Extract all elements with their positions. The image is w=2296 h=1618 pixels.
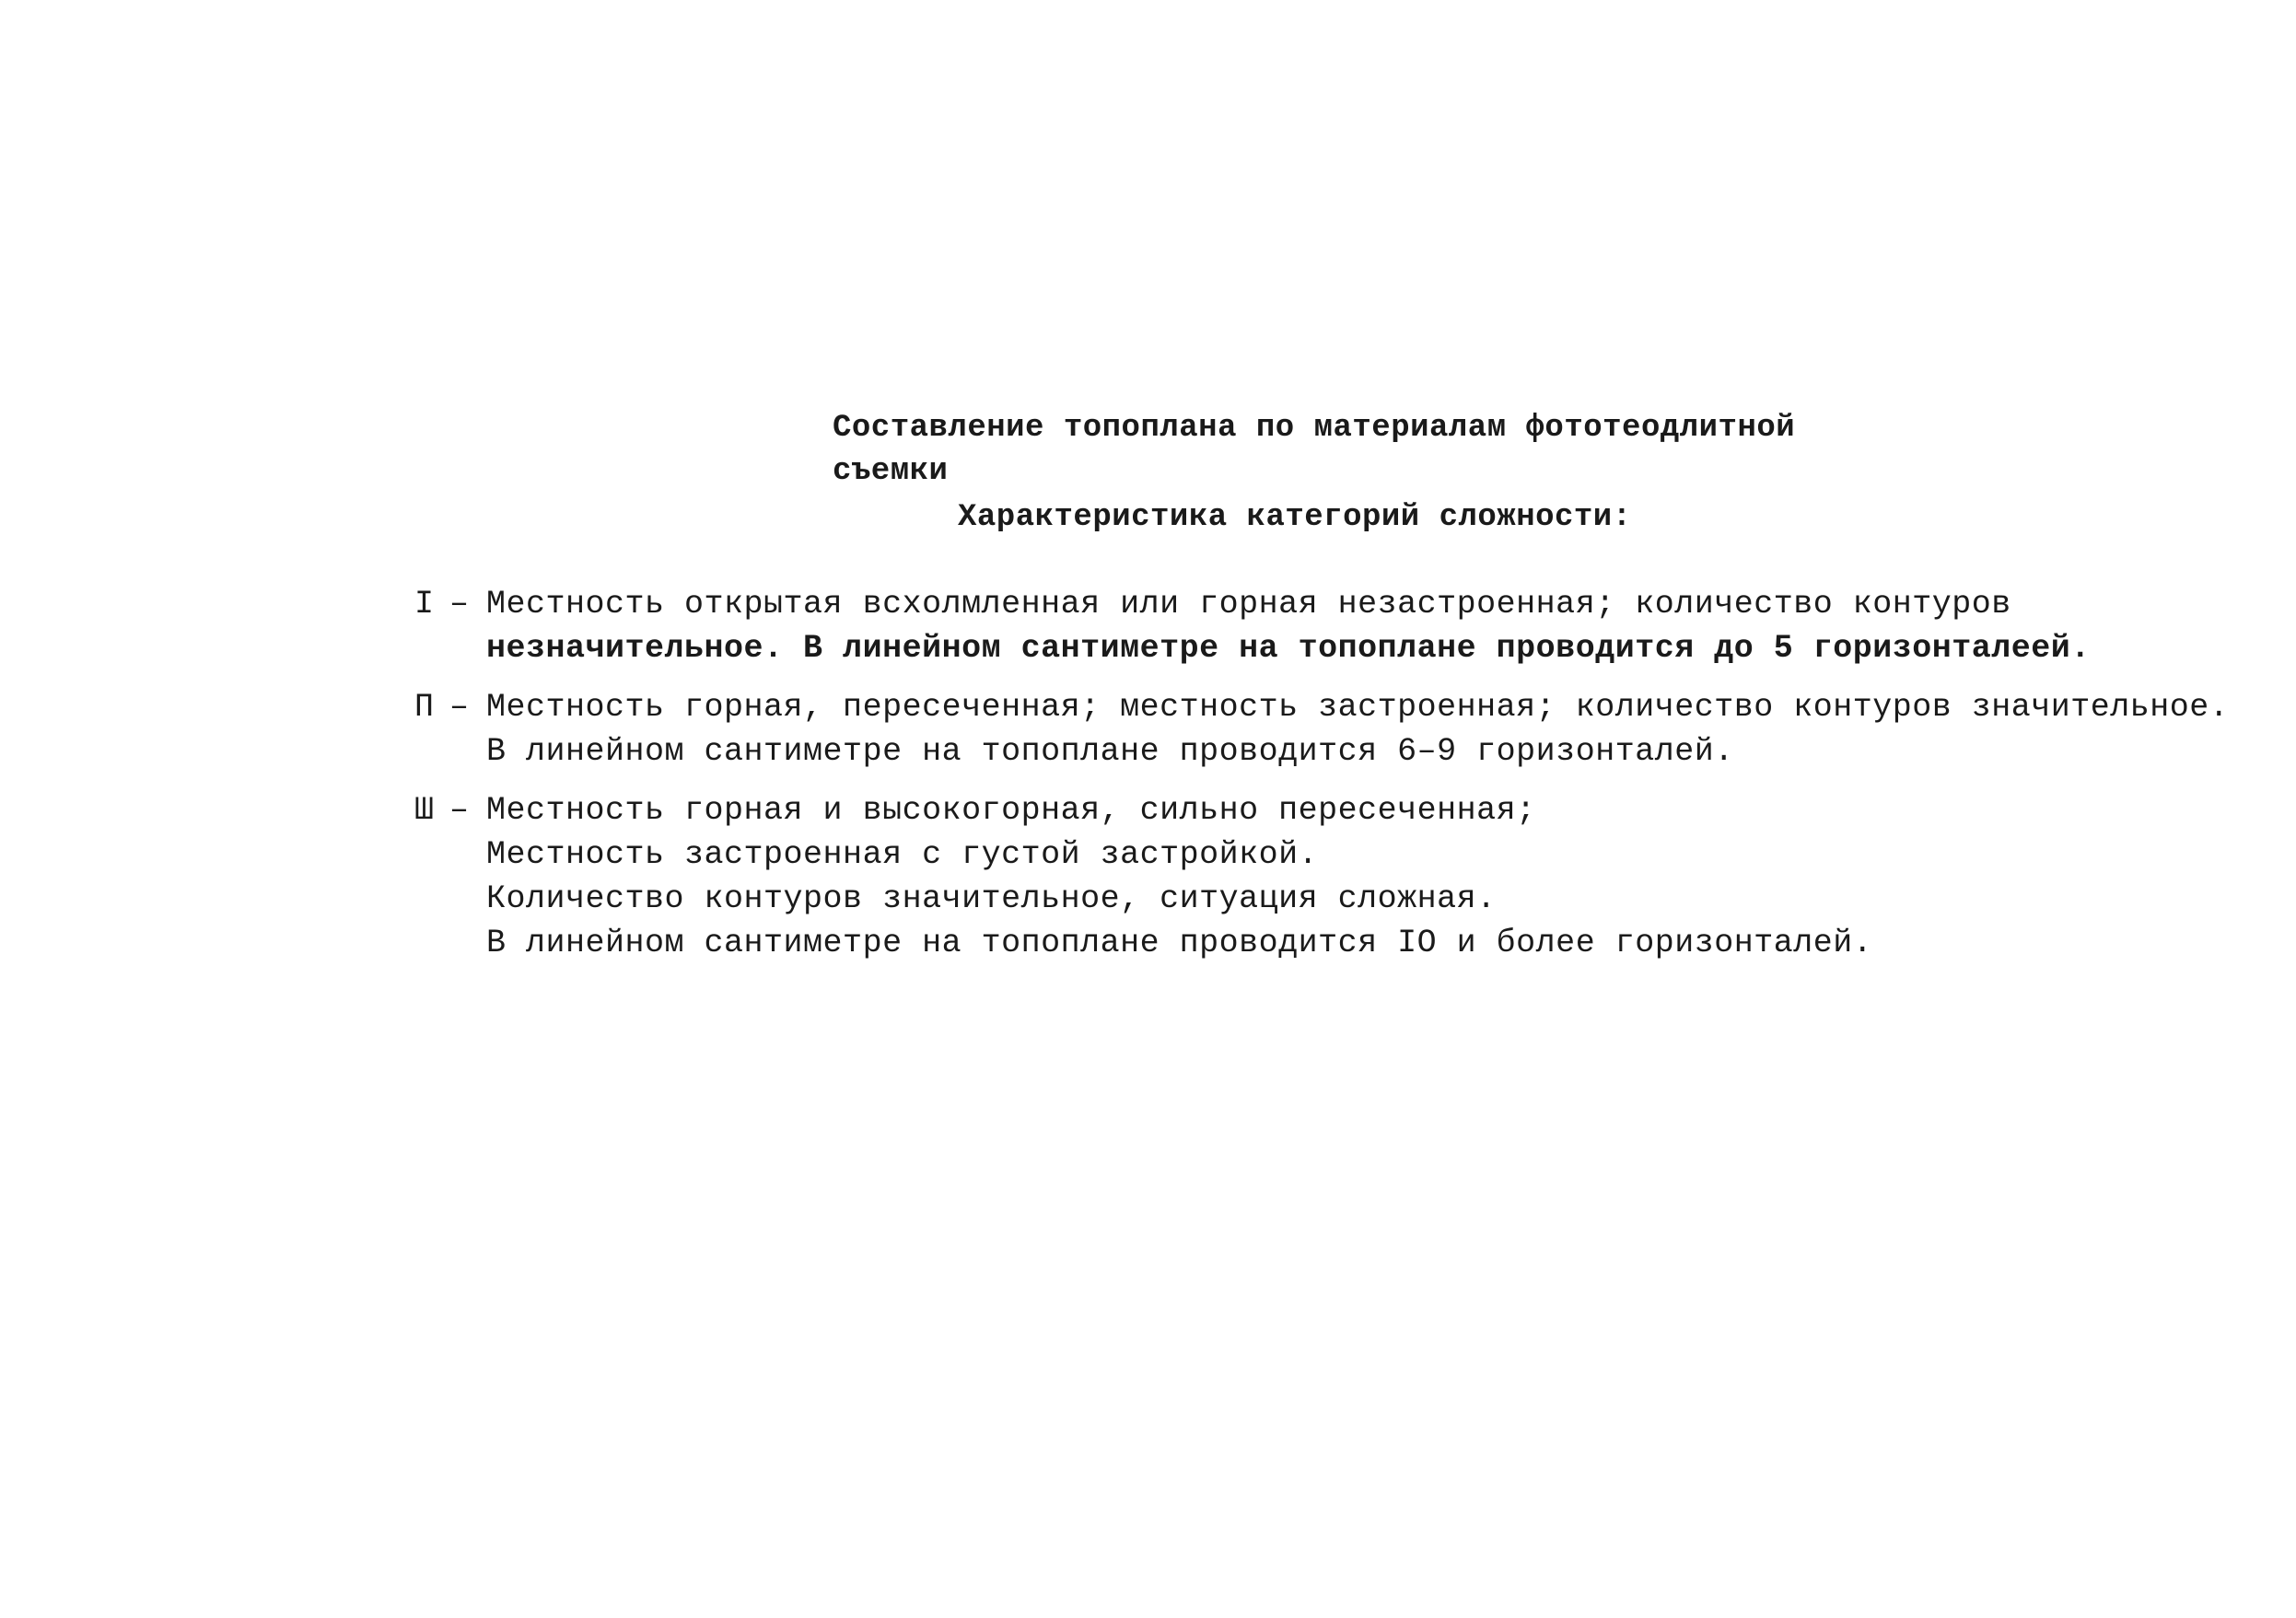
document-title-line1: Составление топоплана по материалам фототеодлитной (833, 411, 1796, 446)
category-1-numeral: I (414, 586, 435, 623)
document-subtitle: Характеристика категорий сложности: (958, 500, 1632, 535)
document-title-line2: съемки (833, 454, 949, 489)
category-2-line-2: В линейном сантиметре на топоплане проводится 6–9 горизонталей. (486, 733, 1734, 770)
category-3-line-2: Местность застроенная с густой застройкой. (486, 836, 1319, 873)
category-1-dash: – (449, 586, 470, 623)
category-1-line-1: Местность открытая всхолмленная или горная незастроенная; количество контуров (486, 586, 2011, 623)
category-1-line-2: незначительное. В линейном сантиметре на топоплане проводится до 5 горизонталеей. (486, 630, 2091, 667)
category-2-numeral: П (414, 689, 435, 726)
category-3-numeral: Ш (414, 792, 435, 829)
category-2-dash: – (449, 689, 470, 726)
category-3-line-3: Количество контуров значительное, ситуация сложная. (486, 880, 1497, 917)
category-3-line-4: В линейном сантиметре на топоплане проводится IO и более горизонталей. (486, 925, 1873, 961)
category-3-dash: – (449, 792, 470, 829)
category-3-line-1: Местность горная и высокогорная, сильно пересеченная; (486, 792, 1536, 829)
category-2-line-1: Местность горная, пересеченная; местность застроенная; количество контуров значительное. (486, 689, 2230, 726)
